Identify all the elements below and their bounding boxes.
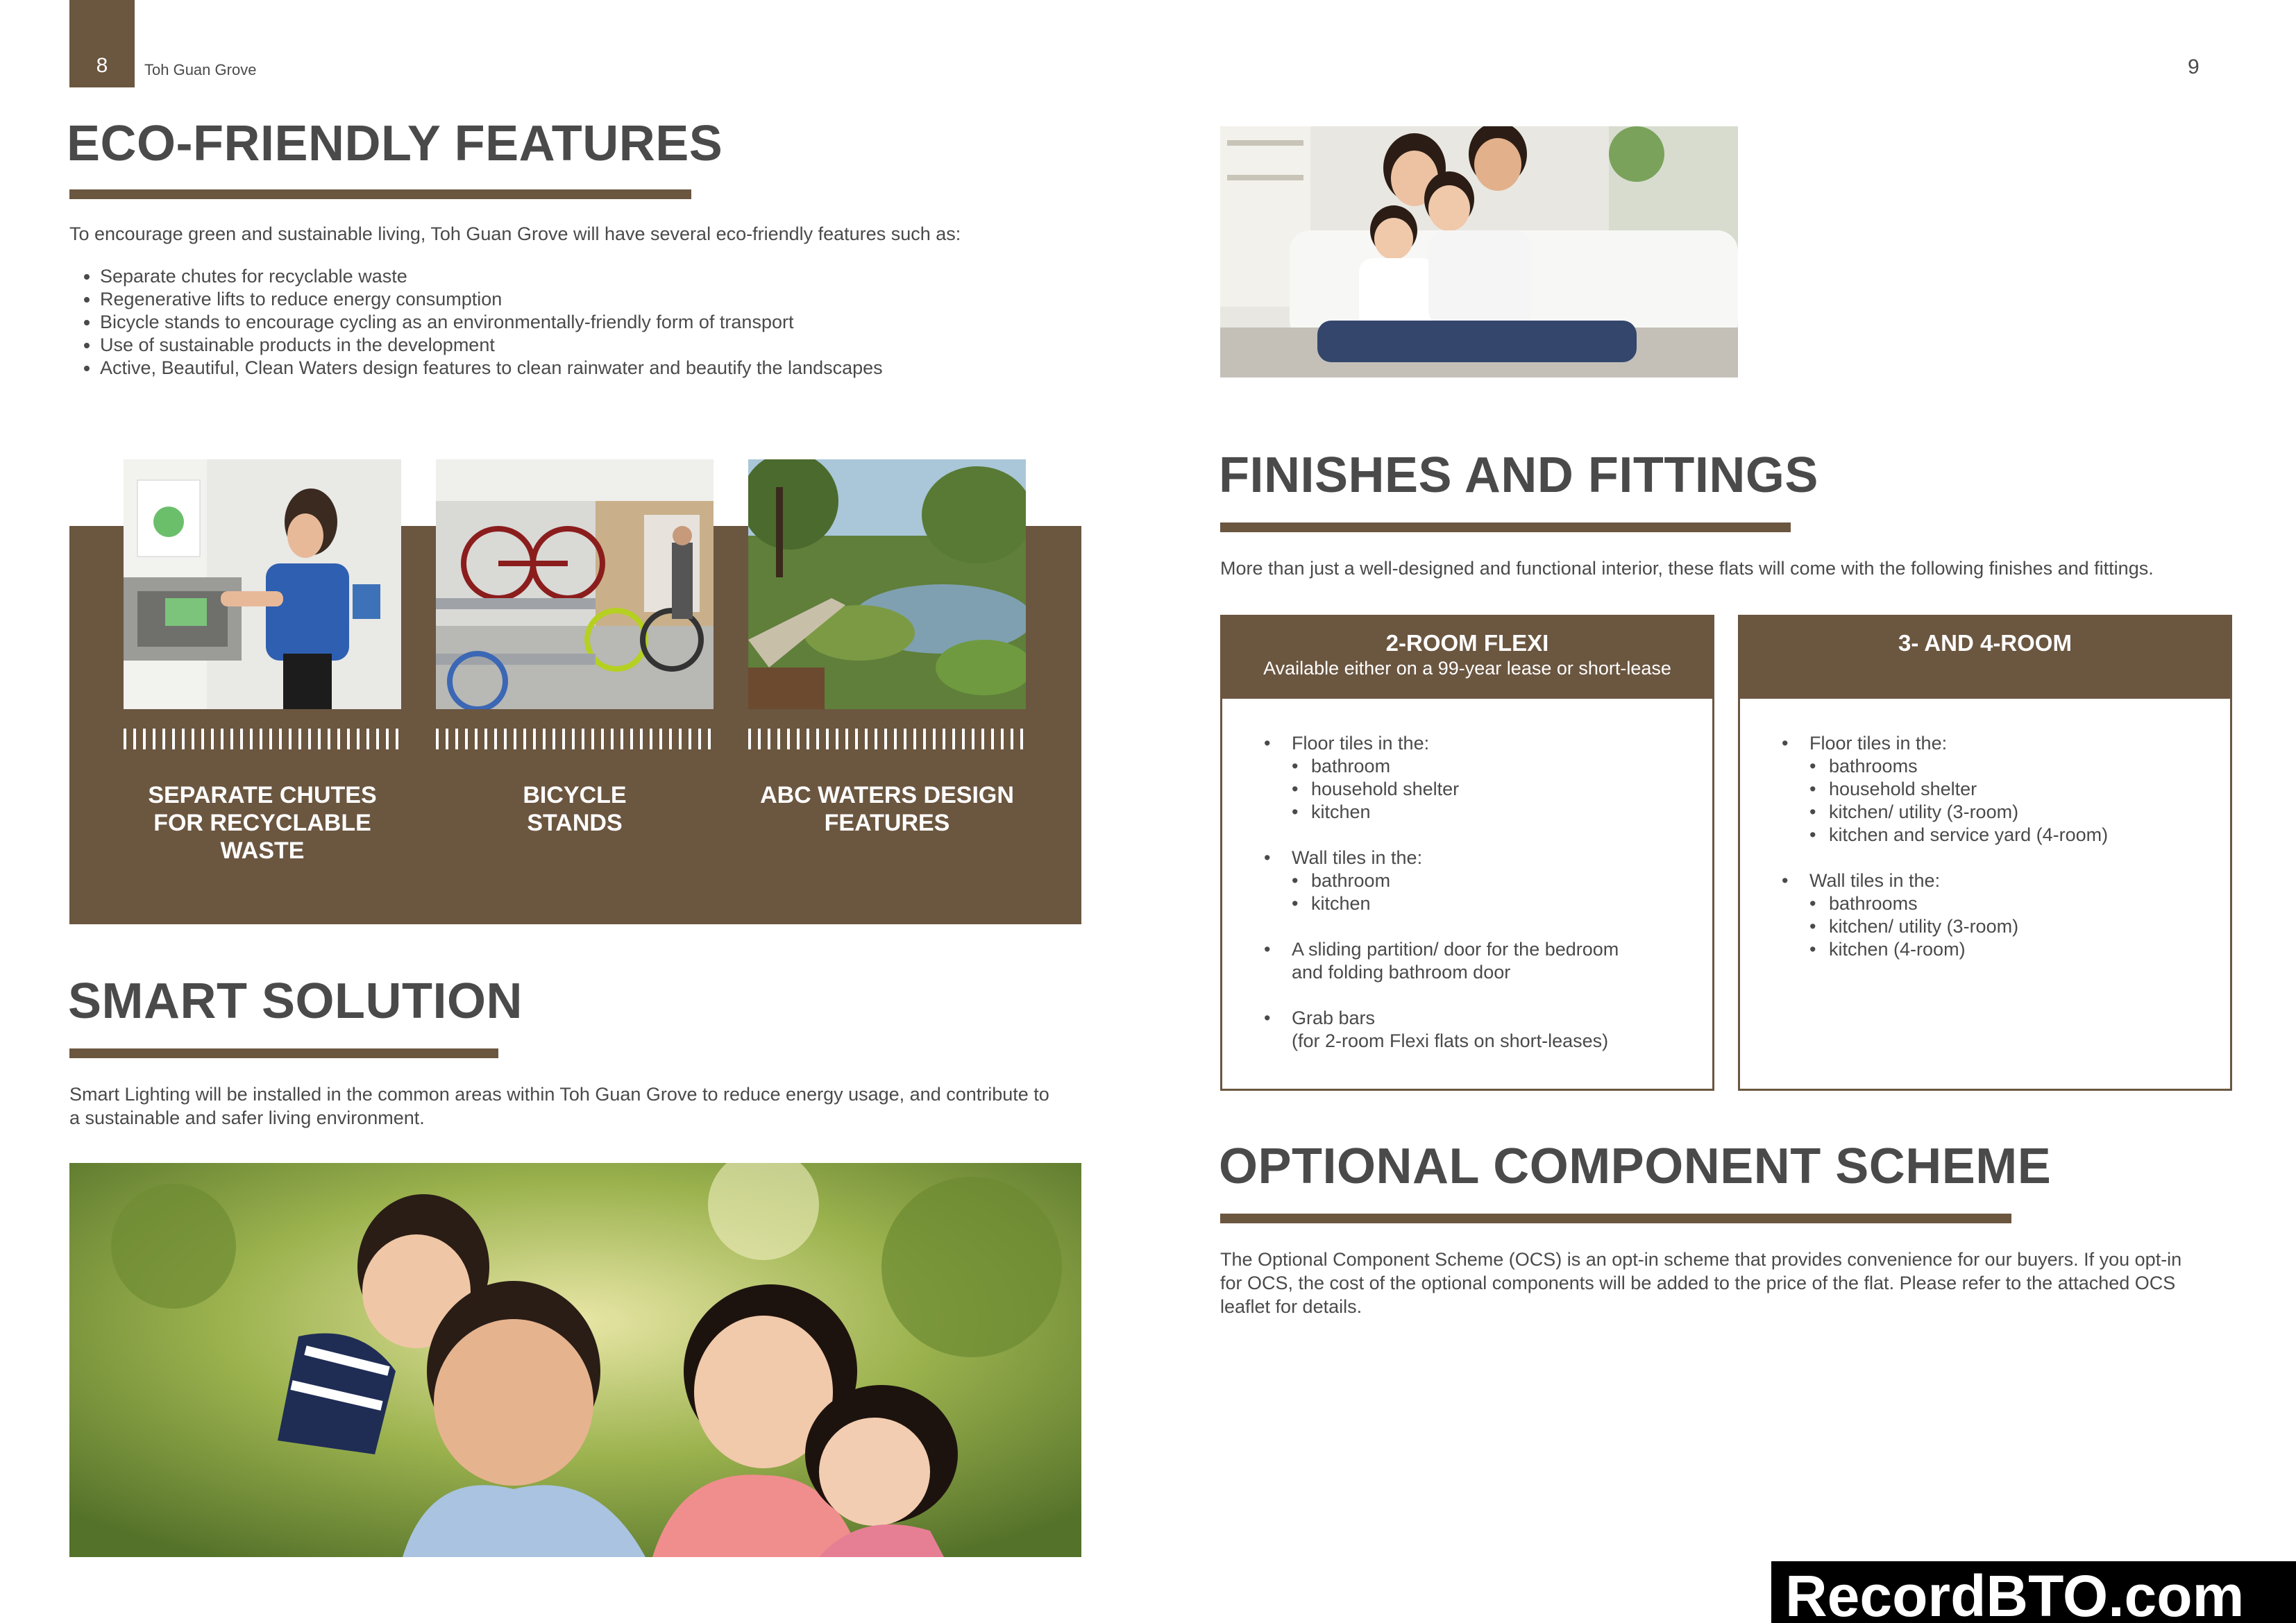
two-room-flexi-header [1222, 617, 1712, 699]
decorative-stripes [436, 729, 714, 749]
smart-text: Smart Lighting will be installed in the common areas within Toh Guan Grove to reduce energy usage, and contribute to a sustainable and safer living environment. [69, 1084, 1049, 1128]
feature-label-chutes: SEPARATE CHUTES FOR RECYCLABLE WASTE [148, 782, 377, 864]
finishes-intro: More than just a well-designed and functional interior, these flats will come with the following finishes and fittings. [1220, 558, 2154, 579]
eco-title-rule [69, 189, 691, 199]
list-item: • Separate chutes for recyclable waste [100, 265, 1113, 288]
eco-intro: To encourage green and sustainable living, Toh Guan Grove will have several eco-friendly features such as: [69, 223, 961, 244]
three-four-room-title: 3- AND 4-ROOM [1898, 630, 2072, 656]
smart-title-rule [69, 1048, 498, 1058]
list-item: • Bicycle stands to encourage cycling as an environmentally-friendly form of transport [100, 311, 1113, 334]
feature-label-bicycle: BICYCLE STANDS [523, 782, 627, 836]
left-page-number-tab [69, 0, 135, 87]
decorative-stripes [748, 729, 1026, 749]
two-room-flexi-box [1220, 615, 1714, 1091]
recycling-chute-photo [124, 459, 401, 709]
list-item: • Wall tiles in the: • bathrooms • kitchen/ utility (3-room) • kitchen (4-room) [1782, 869, 2202, 961]
list-item: • Use of sustainable products in the development [100, 334, 1113, 357]
finishes-title-rule [1220, 522, 1791, 532]
three-four-room-box [1738, 615, 2232, 1091]
list-item: • A sliding partition/ door for the bedroom and folding bathroom door [1264, 938, 1685, 984]
three-four-room-header [1740, 617, 2230, 699]
two-room-flexi-subtitle: Available either on a 99-year lease or short-lease [1263, 658, 1671, 679]
list-item: • Regenerative lifts to reduce energy consumption [100, 288, 1113, 311]
ocs-text: The Optional Component Scheme (OCS) is an opt-in scheme that provides convenience for our buyers. If you opt-in for OCS, the cost of the optional components will be added to the price of the flat. Please refer to the attached OCS leaflet for details. [1220, 1249, 2182, 1317]
list-item: • Active, Beautiful, Clean Waters design features to clean rainwater and beautify the landscapes [100, 357, 1113, 380]
list-item: • Grab bars (for 2-room Flexi flats on short-leases) [1264, 1007, 1685, 1053]
list-item: • Floor tiles in the: • bathroom • household shelter • kitchen [1264, 732, 1685, 824]
family-photo [69, 1163, 1081, 1557]
smart-title: SMART SOLUTION [68, 974, 523, 1029]
brand-name: Toh Guan Grove [144, 61, 257, 78]
abc-waters-photo [748, 459, 1026, 709]
bicycle-stands-photo [436, 459, 714, 709]
three-four-room-list [1740, 699, 2230, 961]
feature-label-abc-waters: ABC WATERS DESIGN FEATURES [760, 782, 1014, 836]
decorative-stripes [124, 729, 401, 749]
two-room-flexi-list [1222, 699, 1712, 1053]
family-sofa-photo [1220, 126, 1738, 377]
eco-bullet-list [69, 265, 1113, 380]
right-page-number: 9 [2188, 56, 2200, 78]
ocs-title: OPTIONAL COMPONENT SCHEME [1219, 1139, 2052, 1194]
list-item: • Floor tiles in the: • bathrooms • household shelter • kitchen/ utility (3-room) • kitchen and service yard (4-room) [1782, 732, 2202, 847]
watermark-banner: RecordBTO.com [1771, 1561, 2296, 1623]
ocs-title-rule [1220, 1214, 2011, 1223]
left-page-number: 8 [96, 54, 108, 77]
two-room-flexi-title: 2-ROOM FLEXI [1385, 630, 1549, 656]
list-item: • Wall tiles in the: • bathroom • kitchen [1264, 847, 1685, 915]
eco-title: ECO-FRIENDLY FEATURES [67, 116, 723, 171]
finishes-title: FINISHES AND FITTINGS [1219, 448, 1818, 503]
